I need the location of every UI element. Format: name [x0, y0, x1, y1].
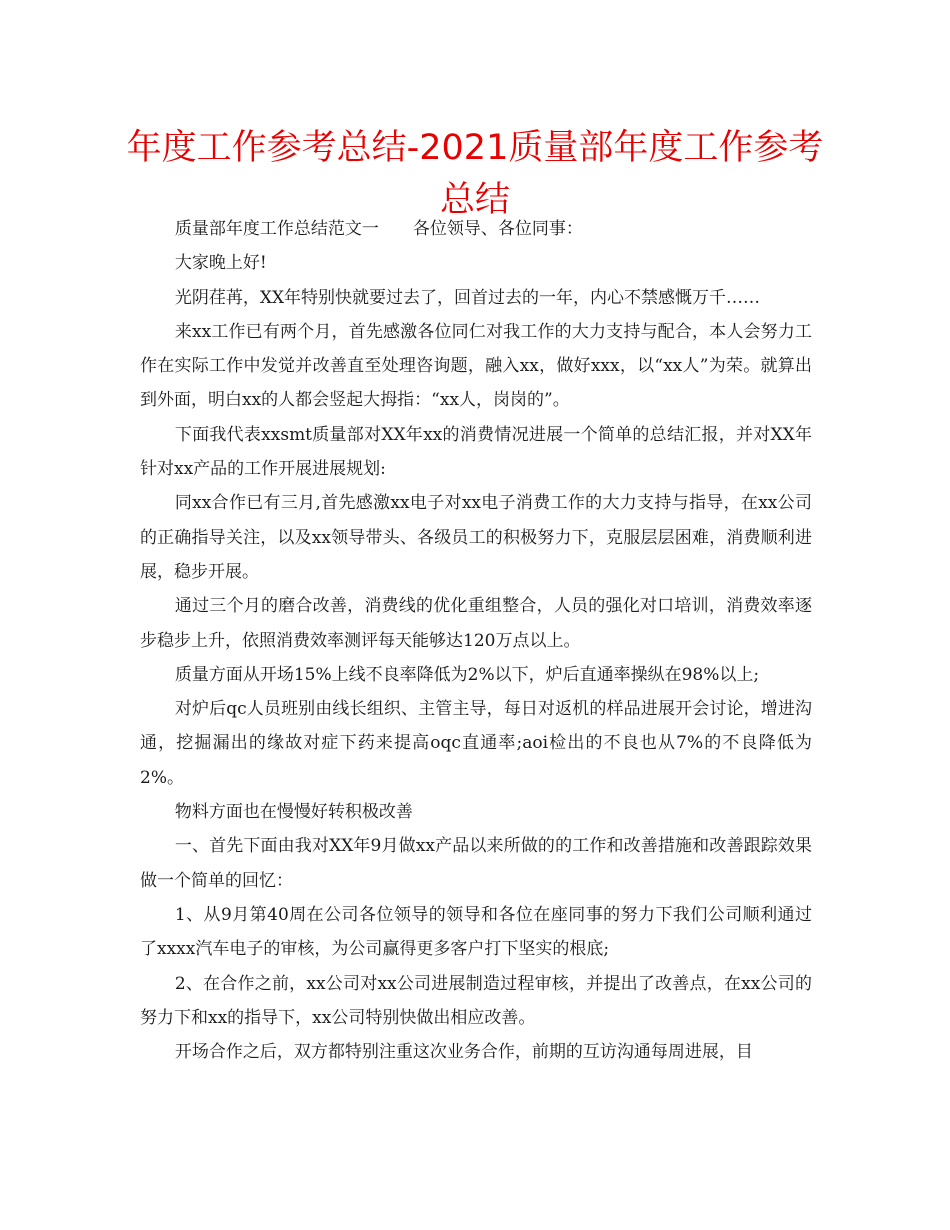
paragraph: 质量方面从开场15%上线不良率降低为2%以下，炉后直通率操纵在98%以上; — [174, 664, 760, 685]
paragraph: 物料方面也在慢慢好转积极改善 — [174, 802, 413, 823]
paragraph: 通过三个月的磨合改善，消费线的优化重组整合，人员的强化对口培训，消费效率逐步稳步上升，依照消费效率测评每天能够达120万点以上。 — [140, 596, 812, 651]
paragraph: 光阴荏苒，XX年特别快就要过去了，回首过去的一年，内心不禁感慨万千…… — [174, 287, 761, 308]
paragraph: 下面我代表xxsmt质量部对XX年xx的消费情况进展一个简单的总结汇报，并对XX年针对xx产品的工作开展进展规划: — [140, 424, 812, 480]
paragraph: 大家晚上好! — [174, 253, 267, 274]
paragraph: 1、从9月第40周在公司各位领导的领导和各位在座同事的努力下我们公司顺利通过了xxxx汽车电子的审核，为公司赢得更多客户打下坚实的根底; — [140, 904, 812, 960]
paragraph: 来xx工作已有两个月，首先感激各位同仁对我工作的大力支持与配合，本人会努力工作在实际工作中发觉并改善直至处理咨询题，融入xx，做好xxx，以“xx人”为荣。就算出到外面，明白xx的人都会竖起大拇指：“xx人，岗岗的”。 — [140, 321, 812, 411]
paragraph: 同xx合作已有三月,首先感激xx电子对xx电子消费工作的大力支持与指导，在xx公司的正确指导关注，以及xx领导带头、各级员工的积极努力下，克服层层困难，消费顺利进展，稳步开展。 — [140, 493, 812, 582]
paragraph: 2、在合作之前，xx公司对xx公司进展制造过程审核，并提出了改善点，在xx公司的努力下和xx的指导下，xx公司特别快做出相应改善。 — [140, 973, 812, 1028]
paragraph: 一、首先下面由我对XX年9月做xx产品以来所做的的工作和改善措施和改善跟踪效果做一个简单的回忆： — [140, 836, 812, 891]
page-title: 年度工作参考总结-2021质量部年度工作参考总结 — [126, 128, 824, 220]
document-body — [140, 212, 812, 1069]
paragraph: 开场合作之后，双方都特别注重这次业务合作，前期的互访沟通每周进展，目 — [174, 1042, 753, 1063]
paragraph: 对炉后qc人员班别由线长组织、主管主导，每日对返机的样品进展开会讨论，增进沟通，挖掘漏出的缘故对症下药来提高oqc直通率;aoi检出的不良也从7%的不良降低为2%。 — [140, 699, 812, 788]
paragraph: 质量部年度工作总结范文一 各位领导、各位同事： — [174, 219, 583, 239]
